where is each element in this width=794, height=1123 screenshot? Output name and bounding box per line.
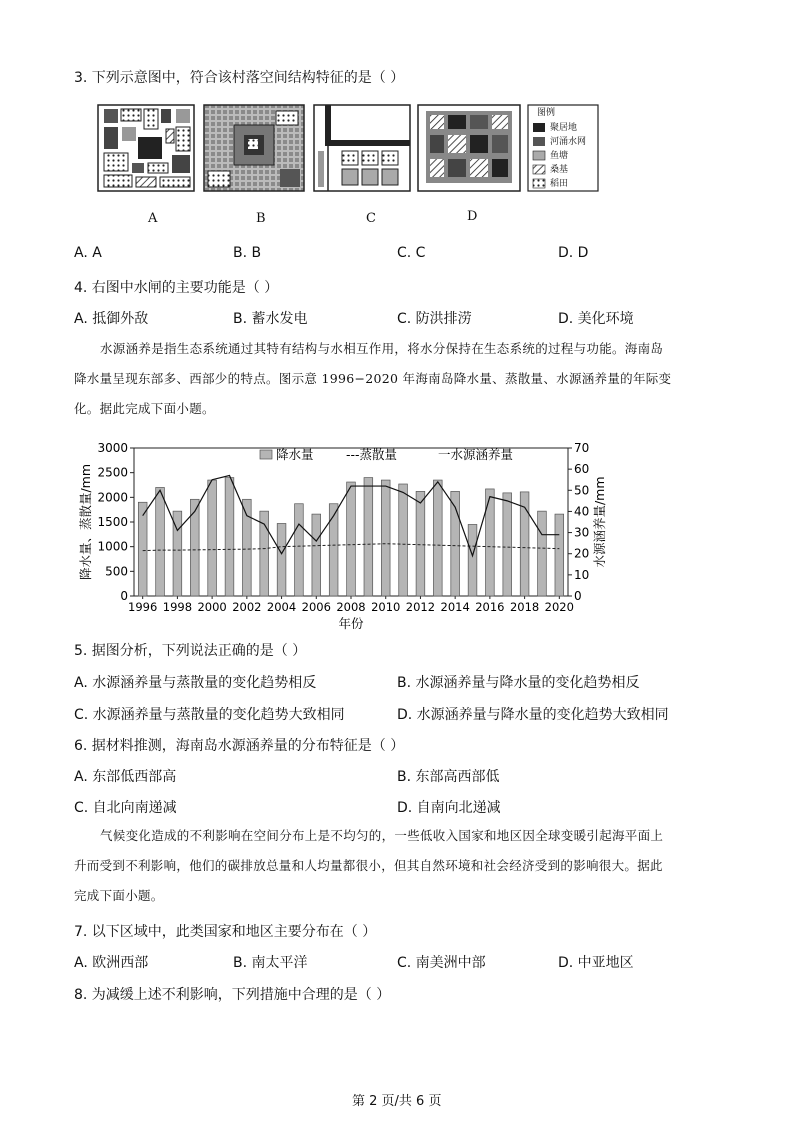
diagram-c xyxy=(314,105,410,191)
x-tick-label: 2006 xyxy=(301,600,331,614)
q6-option-a[interactable]: A. 东部低西部高 xyxy=(74,769,177,785)
x-tick-label: 2008 xyxy=(336,600,366,614)
x-tick-label: 2020 xyxy=(544,600,574,614)
precip-bar xyxy=(225,478,234,596)
y2-tick-label: 60 xyxy=(574,462,590,477)
precip-bar xyxy=(468,524,477,596)
precip-bar xyxy=(208,480,217,596)
page-footer: 第 2 页/共 6 页 xyxy=(352,1094,442,1109)
x-tick-label: 2014 xyxy=(440,600,470,614)
y2-tick-label: 70 xyxy=(574,441,590,455)
legend-precip-swatch xyxy=(260,450,272,459)
legend-item-river-network: 河涌水网 xyxy=(550,137,587,147)
passage1-line-3: 化。据此完成下面小题。 xyxy=(74,401,215,416)
precip-bar xyxy=(295,504,304,596)
q4-option-d[interactable]: D. 美化环境 xyxy=(558,311,634,327)
x-tick-label: 2016 xyxy=(475,600,505,614)
y2-tick-label: 0 xyxy=(574,589,582,603)
legend-item-fish-pond: 鱼塘 xyxy=(550,151,569,161)
y2-tick-label: 20 xyxy=(574,546,590,561)
q5-option-c[interactable]: C. 水源涵养量与蒸散量的变化趋势大致相同 xyxy=(74,707,345,723)
x-tick-label: 2018 xyxy=(509,600,540,614)
y2-tick-label: 10 xyxy=(574,567,590,582)
q6-option-c[interactable]: C. 自北向南递减 xyxy=(74,800,177,816)
x-tick-label: 2002 xyxy=(232,600,262,614)
diagram-label-d: D xyxy=(467,209,478,224)
q4-stem: 4. 右图中水闸的主要功能是（ ） xyxy=(74,280,279,296)
q8-stem: 8. 为减缓上述不利影响，下列措施中合理的是（ ） xyxy=(74,987,391,1003)
q7-option-b[interactable]: B. 南太平洋 xyxy=(233,955,308,971)
q5-stem: 5. 据图分析，下列说法正确的是（ ） xyxy=(74,643,307,659)
q3-option-c[interactable]: C. C xyxy=(397,245,426,261)
y-tick-label: 2500 xyxy=(97,465,128,480)
x-tick-label: 1998 xyxy=(162,600,193,614)
precip-bar xyxy=(433,480,442,596)
passage1-line-1: 水源涵养是指生态系统通过其特有结构与水相互作用，将水分保持在生态系统的过程与功能。海南岛 xyxy=(100,341,664,356)
q7-stem: 7. 以下区域中，此类国家和地区主要分布在（ ） xyxy=(74,924,377,940)
legend-items xyxy=(550,121,586,191)
q4-option-a[interactable]: A. 抵御外敌 xyxy=(74,311,149,327)
y-axis-label: 降水量、蒸散量/mm xyxy=(78,463,93,581)
y-tick-label: 3000 xyxy=(97,441,128,455)
precip-bar xyxy=(399,484,408,596)
q5-option-d[interactable]: D. 水源涵养量与降水量的变化趋势大致相同 xyxy=(397,707,669,723)
diagram-a xyxy=(98,105,194,191)
precip-bar xyxy=(312,514,321,596)
x-tick-label: 1996 xyxy=(128,600,158,614)
x-axis-label: 年份 xyxy=(338,616,364,631)
precip-bar xyxy=(277,523,286,596)
precip-bar xyxy=(347,482,356,596)
passage2-line-3: 完成下面小题。 xyxy=(74,888,164,903)
y2-tick-label: 30 xyxy=(574,525,590,540)
diagram-label-b: B xyxy=(256,211,266,226)
q6-stem: 6. 据材料推测，海南岛水源涵养量的分布特征是（ ） xyxy=(74,738,405,754)
passage2-line-1: 气候变化造成的不利影响在空间分布上是不均匀的，一些低收入国家和地区因全球变暖引起海平面上 xyxy=(100,828,664,843)
diagram-label-c: C xyxy=(366,211,376,226)
x-tick-label: 2012 xyxy=(405,600,436,614)
legend-item-paddy: 稻田 xyxy=(550,179,569,189)
legend-evap-label: ---蒸散量 xyxy=(346,447,398,462)
precip-bar xyxy=(538,511,547,596)
precip-bar xyxy=(190,499,199,596)
y-tick-label: 500 xyxy=(105,564,128,579)
x-tick-label: 2010 xyxy=(371,600,401,614)
q3-option-b[interactable]: B. B xyxy=(233,245,262,261)
q3-diagrams xyxy=(96,103,602,193)
q6-option-d[interactable]: D. 自南向北递减 xyxy=(397,800,501,816)
y-tick-label: 1000 xyxy=(97,539,128,554)
precip-bar xyxy=(416,491,425,596)
precip-bar xyxy=(138,502,147,596)
y2-tick-label: 50 xyxy=(574,483,590,498)
y-tick-label: 0 xyxy=(120,589,128,603)
y2-axis-label: 水源涵养量/mm xyxy=(592,476,607,568)
diagram-d xyxy=(418,105,520,191)
legend-water-label: 一水源涵养量 xyxy=(438,447,514,462)
x-tick-label: 2004 xyxy=(266,600,297,614)
passage-water-conservation xyxy=(74,334,724,424)
precip-bar xyxy=(364,478,373,596)
legend-item-mulberry: 桑基 xyxy=(550,165,569,175)
q7-option-a[interactable]: A. 欧洲西部 xyxy=(74,955,149,971)
y2-tick-label: 40 xyxy=(574,504,590,519)
precip-bar xyxy=(503,493,512,596)
hainan-water-chart xyxy=(72,436,612,632)
y-tick-label: 2000 xyxy=(97,490,128,505)
q6-option-b[interactable]: B. 东部高西部低 xyxy=(397,769,500,785)
precip-bar xyxy=(243,499,252,596)
precip-bar xyxy=(156,487,165,596)
q5-option-b[interactable]: B. 水源涵养量与降水量的变化趋势相反 xyxy=(397,675,640,691)
diagram-label-a: A xyxy=(148,211,158,226)
q3-option-d[interactable]: D. D xyxy=(558,245,589,261)
q4-option-c[interactable]: C. 防洪排涝 xyxy=(397,311,472,327)
precip-bar xyxy=(555,514,564,596)
legend-item-settlement: 聚居地 xyxy=(550,123,578,133)
diagram-b xyxy=(204,105,304,191)
precip-bar xyxy=(381,480,390,596)
legend-precip-label: 降水量 xyxy=(276,447,314,462)
x-tick-label: 2000 xyxy=(197,600,227,614)
q5-option-a[interactable]: A. 水源涵养量与蒸散量的变化趋势相反 xyxy=(74,675,317,691)
passage1-line-2: 降水量呈现东部多、西部少的特点。图示意 1996−2020 年海南岛降水量、蒸散量、水源涵养量的年际变 xyxy=(74,371,672,386)
y-tick-label: 1500 xyxy=(97,515,128,529)
q7-option-c[interactable]: C. 南美洲中部 xyxy=(397,955,486,971)
passage-climate-change xyxy=(74,821,724,911)
q3-stem: 3. 下列示意图中，符合该村落空间结构特征的是（ ） xyxy=(74,70,405,86)
passage2-line-2: 升而受到不利影响，他们的碳排放总量和人均量都很小，但其自然环境和社会经济受到的影响很大。据此 xyxy=(74,858,663,873)
q7-option-d[interactable]: D. 中亚地区 xyxy=(558,955,634,971)
precip-bar xyxy=(329,504,338,596)
q4-option-b[interactable]: B. 蓄水发电 xyxy=(233,311,308,327)
q3-option-a[interactable]: A. A xyxy=(74,245,102,261)
legend-title: 图例 xyxy=(537,108,556,118)
